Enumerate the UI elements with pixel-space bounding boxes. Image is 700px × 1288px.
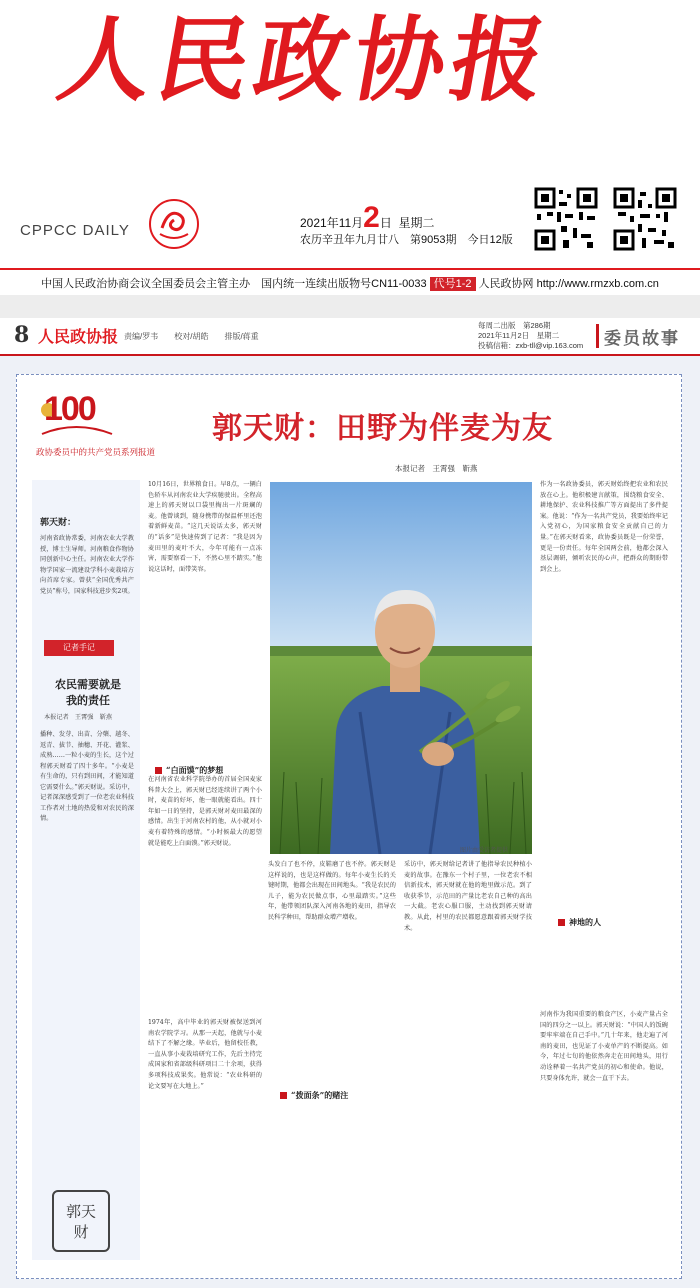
name-seal-icon — [52, 1190, 110, 1252]
qr-code-icon — [612, 186, 678, 252]
masthead — [0, 0, 700, 318]
profile-name: 郭天财： — [40, 518, 77, 528]
article-column: 10月16日，世界粮食日。早8点，一辆白色轿车从河南农业大学疾驰驶出。全程高速上的郭天财以口袋里掏出一片斑斓的麦。他曾谈到，随身携带的保温杯里还泡着新鲜麦苗。“这几天说话太多，郭天财的“话多”是快速传到了记者：“我是因为麦田里的麦叶不大，今年可能有一点冻害，需要察看一下，不然心里不踏实。”他说这话时，面带笑容。 — [148, 481, 262, 573]
page-divider — [0, 295, 700, 318]
subheading: 神地的人 — [558, 917, 601, 928]
editors-line: 责编/罗韦 校对/胡皓 排版/蒋重 — [124, 332, 259, 341]
profile-bio: 河南省政协常委，河南农业大学教授，博士生导师。河南粮食作物协同创新中心主任。河南农业大学作物学国家一流建设学科小麦栽培方向首席专家。曾获“全国优秀共产党员”称号，国家科技进步奖2项。 — [40, 535, 134, 595]
lunar-issue-line: 农历辛丑年九月廿八 第9053期 今日12版 — [300, 234, 513, 246]
note-body: 播种、发芽、出苗、分蘖、越冬、返青、拔节、抽穗、开花、灌浆、成熟……一粒小麦的生长，这个过程郭天财看了四十多年。“小麦是有生命的，只有到田间，才能知道它需要什么。”郭天财说。采访中，记者深深感受到了一位老农业科技工作者对土地的热爱和对农民的深情。 — [40, 731, 134, 822]
article-byline: 本报记者 王霄强 靳燕 — [395, 464, 478, 473]
issue-date: 2021年11月2日 星期二 — [300, 201, 435, 234]
subheading-marker-icon — [558, 919, 565, 926]
publication-info: 中国人民政治协商会议全国委员会主管主办 国内统一连续出版物号CN11-0033 代号1-2 人民政协网 http://www.rmzxb.com.cn — [41, 278, 659, 290]
article-column: 作为一名政协委员，郭天财始终把农业和农民放在心上。他积极建言献策，围绕粮食安全、耕地保护、农业科技推广等方面提出了多件提案。他说：“作为一名共产党员，我要始终牢记入党初心，为国家粮食安全贡献自己的力量。”在郭天财看来，政协委员既是一份荣誉，更是一份责任。每年全国两会前，他都会深入基层调研，倾听农民的心声，把群众的期盼带到会上。 — [540, 481, 668, 573]
masthead-rule — [0, 268, 700, 270]
article-headline: 郭天财：田野为伴麦为友 — [212, 411, 553, 446]
profile-rail — [32, 480, 140, 1260]
issue-meta: 每周二出版 第286期 2021年11月2日 星期二 投稿信箱：zxb-tll@vip.163.com — [478, 321, 584, 350]
series-title: 政协委员中的共产党员系列报道 — [36, 448, 156, 458]
article-column: 河南作为我国重要的粮食产区，小麦产量占全国的四分之一以上。郭天财说：“中国人的饭碗要牢牢端在自己手中。”几十年来，他走遍了河南的麦田，也见证了小麦单产的不断提高。如今，年过七旬的他依然奔走在田间地头，用行动诠释着一名共产党员的初心和使命。他说，只要身体允许，就会一直干下去。 — [540, 1011, 668, 1082]
english-title: CPPCC DAILY — [20, 222, 130, 239]
reporter-note-tag: 记者手记 — [44, 640, 114, 656]
article-column: 1974年，高中毕业的郭天财被保送到河南农学院学习。从那一天起，他就与小麦结下了不解之缘。毕业后，他留校任教，一直从事小麦栽培研究工作，先后主持完成国家和省部级科研项目二十余项，获得多项科技成果奖。他常说：“农业科研的论文要写在大地上。” — [148, 1019, 262, 1090]
note-byline: 本报记者 王霄强 靳燕 — [44, 714, 113, 721]
article-column: 头发白了也不停，皮鞋磨了也不停。郭天财是这样说的，也是这样做的。每年小麦生长的关键时期，他都会出现在田间地头。“我是农民的儿子，能为农民做点事，心里最踏实。”这些年，他带领团队深入河南各地的麦田，指导农民科学种田，帮助群众增产增收。 — [268, 861, 396, 921]
anniversary-emblem-icon — [148, 198, 200, 250]
article-column: 在河南省农业科学院举办的首届全国麦家科普大会上，郭天财已经连续讲了两个小时，麦苗的好坏，他一眼就能看出。四十年如一日的坚持，是郭天财对麦田最深的感情。出生于河南农村的他，从小就对小麦有着特殊的感情。“小时候最大的愿望就是能吃上白面馍。”郭天财说。 — [148, 776, 262, 847]
subheading: “拨面条”的赌注 — [280, 1090, 348, 1101]
page-header — [0, 318, 700, 356]
subheading-marker-icon — [155, 767, 162, 774]
svg-text:郭天: 郭天 — [66, 1202, 96, 1221]
farmer-wheat-photo — [270, 482, 532, 854]
article-column: 采访中，郭天财给记者讲了他指导农民种植小麦的故事。在豫东一个村子里，一位老农不相信新技术，郭天财就在他的地里做示范。到了收获季节，示范田的产量比老农自己种的高出一大截。老农心服口服，主动找到郭天财请教。从此，村里的农民都愿意跟着郭天财学技术。 — [404, 861, 532, 932]
note-title: 我的责任 — [66, 694, 110, 707]
note-title: 农民需要就是 — [55, 678, 121, 691]
newspaper-title: 人民政协报 — [50, 6, 560, 114]
centenary-number: 100 — [44, 390, 95, 428]
photo-caption: 图片由受访者提供 — [460, 847, 509, 854]
svg-text:财: 财 — [73, 1222, 89, 1241]
subheading-marker-icon — [280, 1092, 287, 1099]
section-title: 委员故事 — [604, 329, 680, 349]
subheading: “白面馍”的梦想 — [155, 765, 223, 776]
page-header-logo: 人民政协报 — [38, 327, 119, 346]
section-bar — [596, 324, 599, 348]
page-number: 8 — [14, 322, 30, 348]
qr-code-icon — [533, 186, 599, 252]
